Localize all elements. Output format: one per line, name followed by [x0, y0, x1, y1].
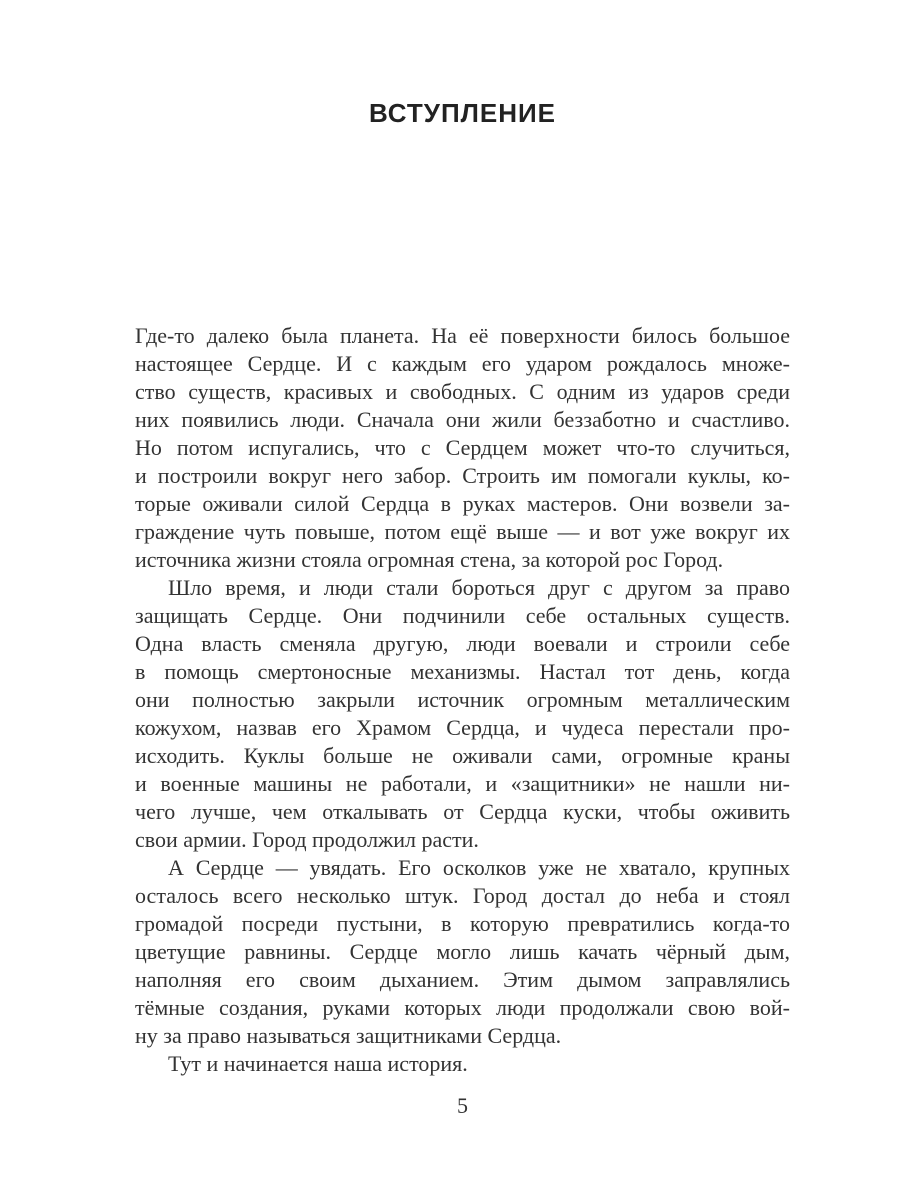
- text-line: громадой посреди пустыни, в которую превратились когда-то: [135, 911, 790, 936]
- text-line: свои армии. Город продолжил расти.: [135, 827, 479, 852]
- text-line: ство существ, красивых и свободных. С одним из ударов среди: [135, 379, 790, 404]
- text-line: Одна власть сменяла другую, люди воевали и строили себе: [135, 631, 790, 656]
- text-line: источника жизни стояла огромная стена, за которой рос Город.: [135, 547, 724, 572]
- text-line: граждение чуть повыше, потом ещё выше — и вот уже вокруг их: [135, 519, 790, 544]
- text-line: и военные машины не работали, и «защитники» не нашли ни-: [135, 771, 790, 796]
- text-line: них появились люди. Сначала они жили беззаботно и счастливо.: [135, 407, 790, 432]
- text-line: защищать Сердце. Они подчинили себе остальных существ.: [135, 603, 790, 628]
- text-line: настоящее Сердце. И с каждым его ударом рождалось множе-: [135, 351, 790, 376]
- text-line: кожухом, назвав его Храмом Сердца, и чудеса перестали про-: [135, 715, 790, 740]
- chapter-title: ВСТУПЛЕНИЕ: [368, 98, 557, 128]
- text-line: наполняя его своим дыханием. Этим дымом заправлялись: [135, 967, 790, 992]
- text-line: А Сердце — увядать. Его осколков уже не хватало, крупных: [168, 855, 790, 880]
- text-line: цветущие равнины. Сердце могло лишь качать чёрный дым,: [135, 939, 790, 964]
- page-number: 5: [457, 1093, 468, 1118]
- text-line: в помощь смертоносные механизмы. Настал тот день, когда: [135, 659, 790, 684]
- text-line: и построили вокруг него забор. Строить им помогали куклы, ко-: [135, 463, 790, 488]
- text-line: Но потом испугались, что с Сердцем может что-то случиться,: [135, 435, 790, 460]
- text-line: чего лучше, чем откалывать от Сердца куски, чтобы оживить: [135, 799, 790, 824]
- text-line: осталось всего несколько штук. Город достал до неба и стоял: [135, 883, 790, 908]
- text-line: торые оживали силой Сердца в руках мастеров. Они возвели за-: [135, 491, 790, 516]
- body-text: [135, 322, 790, 1078]
- text-line: Тут и начинается наша история.: [168, 1051, 468, 1076]
- text-line: Шло время, и люди стали бороться друг с другом за право: [168, 575, 790, 600]
- text-line: исходить. Куклы больше не оживали сами, огромные краны: [135, 743, 790, 768]
- text-line: тёмные создания, руками которых люди продолжали свою вой-: [135, 995, 790, 1020]
- text-line: ну за право называться защитниками Сердца.: [135, 1023, 562, 1048]
- text-line: они полностью закрыли источник огромным металлическим: [135, 687, 790, 712]
- text-line: Где-то далеко была планета. На её поверхности билось большое: [135, 323, 790, 348]
